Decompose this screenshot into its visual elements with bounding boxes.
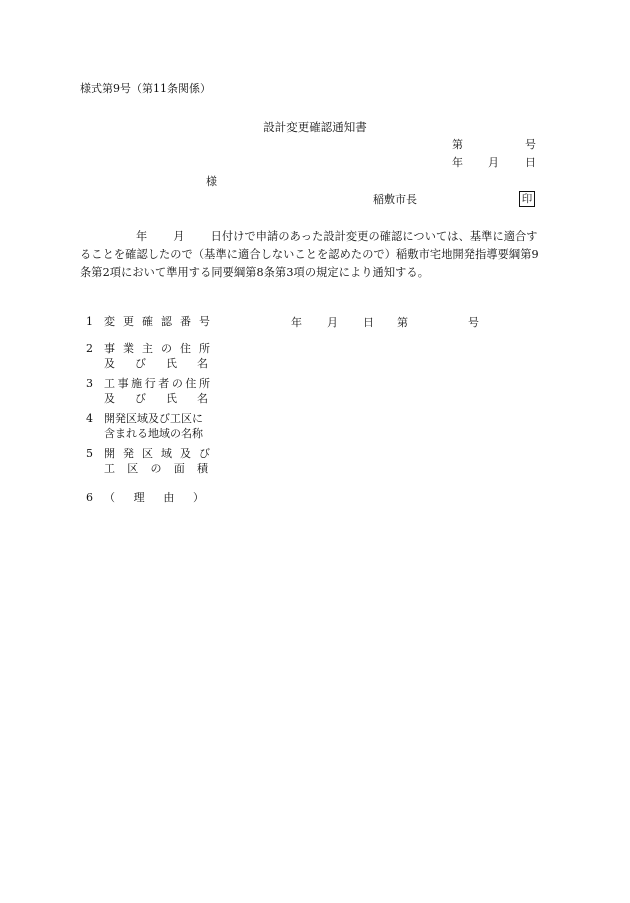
item-label-char: 面 xyxy=(173,462,185,475)
date-year-label: 年 xyxy=(452,156,463,169)
item-label-char: 工 xyxy=(104,462,115,475)
item-label-char: 施 xyxy=(131,377,143,390)
item-label-line xyxy=(104,391,208,406)
item-label-line xyxy=(104,341,210,356)
item-label-char: 工 xyxy=(104,377,115,390)
item-label-line xyxy=(104,446,210,461)
body-paragraph xyxy=(80,228,550,282)
item1-year: 年 xyxy=(291,316,302,329)
doc-number-dai: 第 xyxy=(452,138,463,151)
item-number-5: 5 xyxy=(86,447,93,460)
item-label-5 xyxy=(104,446,210,476)
addressee-suffix: 様 xyxy=(206,175,217,188)
item-number-1: 1 xyxy=(86,315,93,328)
date-month-label: 月 xyxy=(488,156,499,169)
item-label-char: 変 xyxy=(104,315,115,328)
item-label-line xyxy=(104,411,210,426)
body-line-3: 条第2項において準用する同要綱第8条第3項の規定により通知する。 xyxy=(80,266,429,279)
item-label-char: 積 xyxy=(197,462,208,475)
item-label-line xyxy=(104,461,208,476)
item1-month: 月 xyxy=(327,316,338,329)
item-label-1 xyxy=(104,314,210,329)
item-label-char: 理 xyxy=(133,491,145,504)
item-number-6: 6 xyxy=(86,491,93,504)
document-title: 設計変更確認通知書 xyxy=(263,120,367,134)
item-label-line xyxy=(104,376,210,391)
body-year: 年 xyxy=(136,230,148,243)
item-label-char: 発 xyxy=(123,447,134,460)
date-day-label: 日 xyxy=(525,156,536,169)
item-label-char: 名 xyxy=(197,357,208,370)
item-label-char: ） xyxy=(192,491,204,504)
item-label-char: の xyxy=(171,377,183,390)
item-label-4 xyxy=(104,411,210,441)
item-label-char: び xyxy=(135,357,146,370)
item-label-char: 及 xyxy=(104,392,115,405)
item-label-char: 更 xyxy=(123,315,134,328)
item-label-char: 及 xyxy=(104,357,115,370)
item-label-char: 域 xyxy=(161,447,172,460)
item1-day: 日 xyxy=(363,316,374,329)
item-label-char: 確 xyxy=(142,315,153,328)
item-label-char: 名 xyxy=(197,392,208,405)
item1-dai: 第 xyxy=(397,316,408,329)
seal-stamp-box: 印 xyxy=(519,191,535,207)
item-label-char: 事 xyxy=(117,377,129,390)
item-label-char: 住 xyxy=(185,377,197,390)
body-line-2: ることを確認したので（基準に適合しないことを認めたので）稲敷市宅地開発指導要綱第9 xyxy=(80,248,539,261)
body-line-1-rest: 日付けで申請のあった設計変更の確認については、基準に適合す xyxy=(210,230,538,243)
item-label-char: 所 xyxy=(199,342,210,355)
item-label-2 xyxy=(104,341,210,371)
doc-number-go: 号 xyxy=(525,138,536,151)
item-label-char: 者 xyxy=(158,377,170,390)
item-label-line xyxy=(104,426,210,441)
body-line-1 xyxy=(80,228,550,246)
item-label-line xyxy=(104,490,204,505)
body-month: 月 xyxy=(173,230,185,243)
item-label-char: 認 xyxy=(161,315,172,328)
item-number-3: 3 xyxy=(86,377,93,390)
item-label-char: の xyxy=(161,342,172,355)
item-label-char: 主 xyxy=(142,342,153,355)
item-label-char: 由 xyxy=(163,491,175,504)
item-label-char: 号 xyxy=(199,315,210,328)
item-label-char: 事 xyxy=(104,342,115,355)
item-label-char: 含まれる地域の名称 xyxy=(104,427,203,440)
item-label-char: 氏 xyxy=(166,392,177,405)
item-label-char: 区 xyxy=(127,462,139,475)
item-label-char: 区 xyxy=(142,447,153,460)
item-number-2: 2 xyxy=(86,342,93,355)
item-label-char: 開発区域及び工区に xyxy=(104,412,203,425)
item-label-char: 業 xyxy=(123,342,134,355)
item-label-char: 番 xyxy=(180,315,191,328)
item-label-char: 開 xyxy=(104,447,115,460)
item-label-char: の xyxy=(150,462,162,475)
item-label-3 xyxy=(104,376,210,406)
item-label-char: 行 xyxy=(144,377,156,390)
item-label-char: び xyxy=(135,392,146,405)
item1-go: 号 xyxy=(468,316,479,329)
issuer-name: 稲敷市長 xyxy=(373,193,417,206)
item-label-char: 住 xyxy=(180,342,191,355)
item-label-char: 所 xyxy=(198,377,210,390)
item-label-char: 氏 xyxy=(166,357,177,370)
item-label-char: び xyxy=(199,447,210,460)
form-number: 様式第9号（第11条関係） xyxy=(80,82,211,95)
item-label-6 xyxy=(104,490,210,505)
item-number-4: 4 xyxy=(86,412,93,425)
item-label-char: 及 xyxy=(180,447,191,460)
item-label-line xyxy=(104,314,210,329)
item-label-char: （ xyxy=(104,491,115,504)
item-label-line xyxy=(104,356,208,371)
